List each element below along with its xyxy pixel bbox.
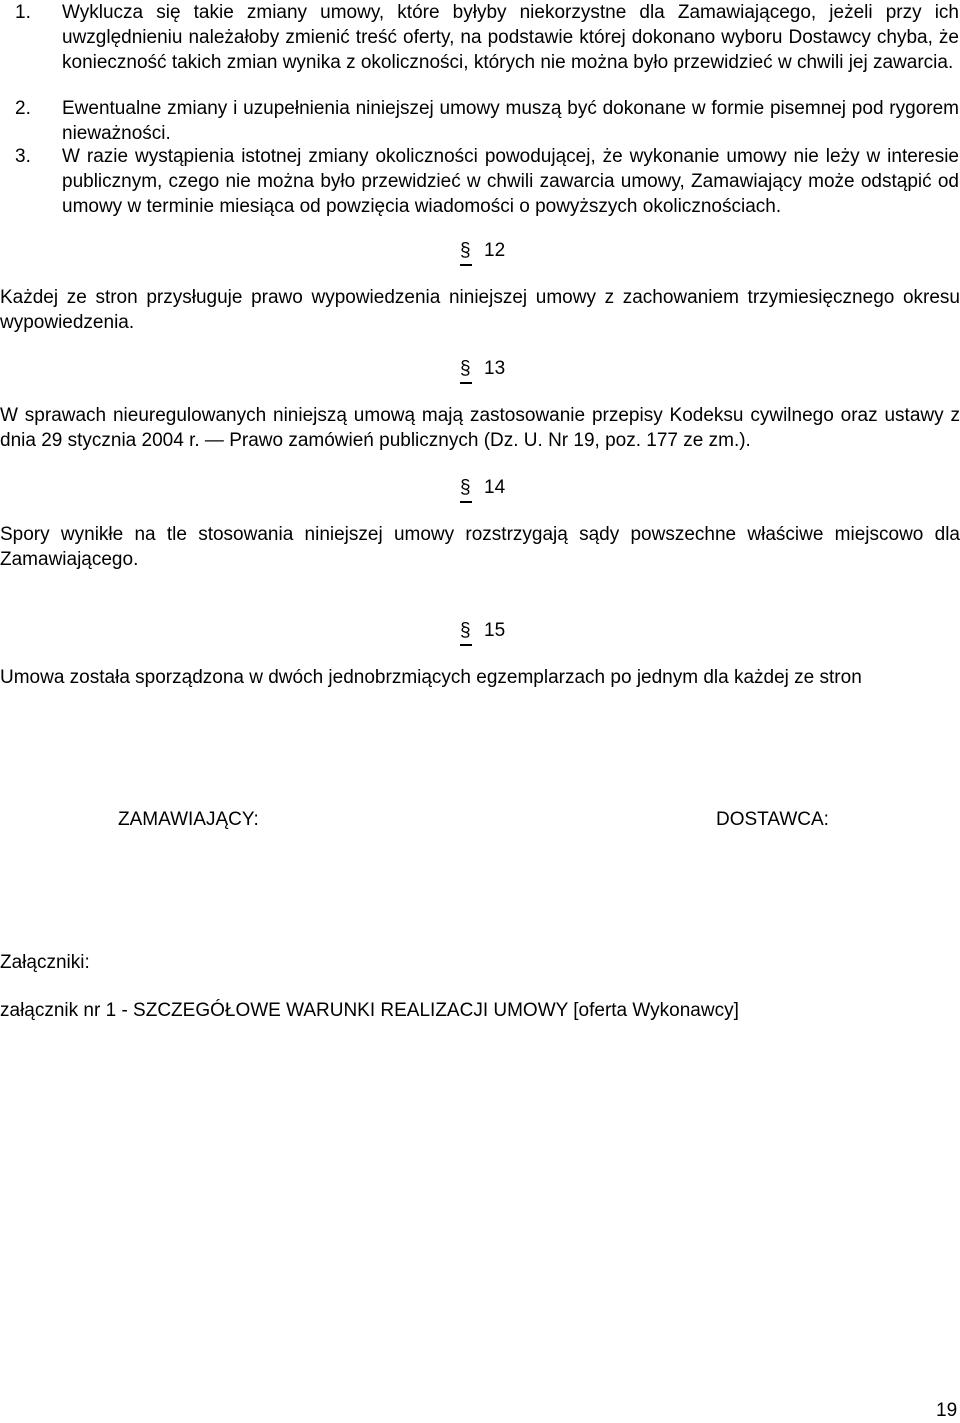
page-number: 19 bbox=[936, 1400, 958, 1421]
section-13-paragraph: W sprawach nieuregulowanych niniejszą umową mają zastosowanie przepisy Kodeksu cywilnego oraz ustawy z dnia 29 stycznia 2004 r. — Prawo zamówień publicznych (Dz. U. Nr 19, poz. 177 ze zm.). bbox=[0, 405, 960, 451]
attachment-line: załącznik nr 1 - SZCZEGÓŁOWE WARUNKI REALIZACJI UMOWY [oferta Wykonawcy] bbox=[0, 1000, 739, 1021]
section-heading-12 bbox=[460, 238, 505, 268]
attachments-heading: Załączniki: bbox=[0, 952, 90, 973]
section-sign-icon: § bbox=[460, 475, 472, 505]
list-item-number: 3. bbox=[15, 146, 31, 167]
section-14-paragraph: Spory wynikłe na tle stosowania niniejszej umowy rozstrzygają sądy powszechne właściwe miejscowo dla Zamawiającego. bbox=[0, 524, 960, 570]
list-item-text: Wyklucza się takie zmiany umowy, które byłyby niekorzystne dla Zamawiającego, jeżeli przy ich uwzględnieniu należałoby zmienić treść oferty, na podstawie której dokonano wyboru Dostawcy chyba, że konieczność takich zmian wynika z okoliczności, których nie można było przewidzieć w chwili jej zawarcia. bbox=[62, 2, 959, 73]
section-heading-14 bbox=[460, 475, 505, 505]
list-item-text: W razie wystąpienia istotnej zmiany okoliczności powodującej, że wykonanie umowy nie leży w interesie publicznym, czego nie można było przewidzieć w chwili zawarcia umowy, Zamawiający może odstąpić od umowy w terminie miesiąca od powzięcia wiadomości o powyższych okolicznościach. bbox=[62, 146, 959, 217]
signature-label-orderer: ZAMAWIAJĄCY: bbox=[118, 809, 259, 830]
section-heading-13 bbox=[460, 356, 505, 386]
section-sign-icon: § bbox=[460, 356, 472, 386]
section-sign-icon: § bbox=[460, 238, 472, 268]
section-sign-icon: § bbox=[460, 618, 472, 648]
section-number: 15 bbox=[484, 620, 506, 641]
section-number: 14 bbox=[484, 477, 506, 498]
section-number: 12 bbox=[484, 240, 506, 261]
section-heading-15 bbox=[460, 618, 505, 648]
section-12-paragraph: Każdej ze stron przysługuje prawo wypowiedzenia niniejszej umowy z zachowaniem trzymiesięcznego okresu wypowiedzenia. bbox=[0, 287, 960, 333]
section-15-paragraph: Umowa została sporządzona w dwóch jednobrzmiących egzemplarzach po jednym dla każdej ze stron bbox=[0, 667, 862, 688]
list-item-number: 2. bbox=[15, 98, 31, 119]
list-item-text: Ewentualne zmiany i uzupełnienia niniejszej umowy muszą być dokonane w formie pisemnej pod rygorem nieważności. bbox=[62, 98, 959, 144]
signature-label-supplier: DOSTAWCA: bbox=[716, 809, 829, 830]
section-number: 13 bbox=[484, 358, 506, 379]
list-item-number: 1. bbox=[15, 2, 31, 23]
